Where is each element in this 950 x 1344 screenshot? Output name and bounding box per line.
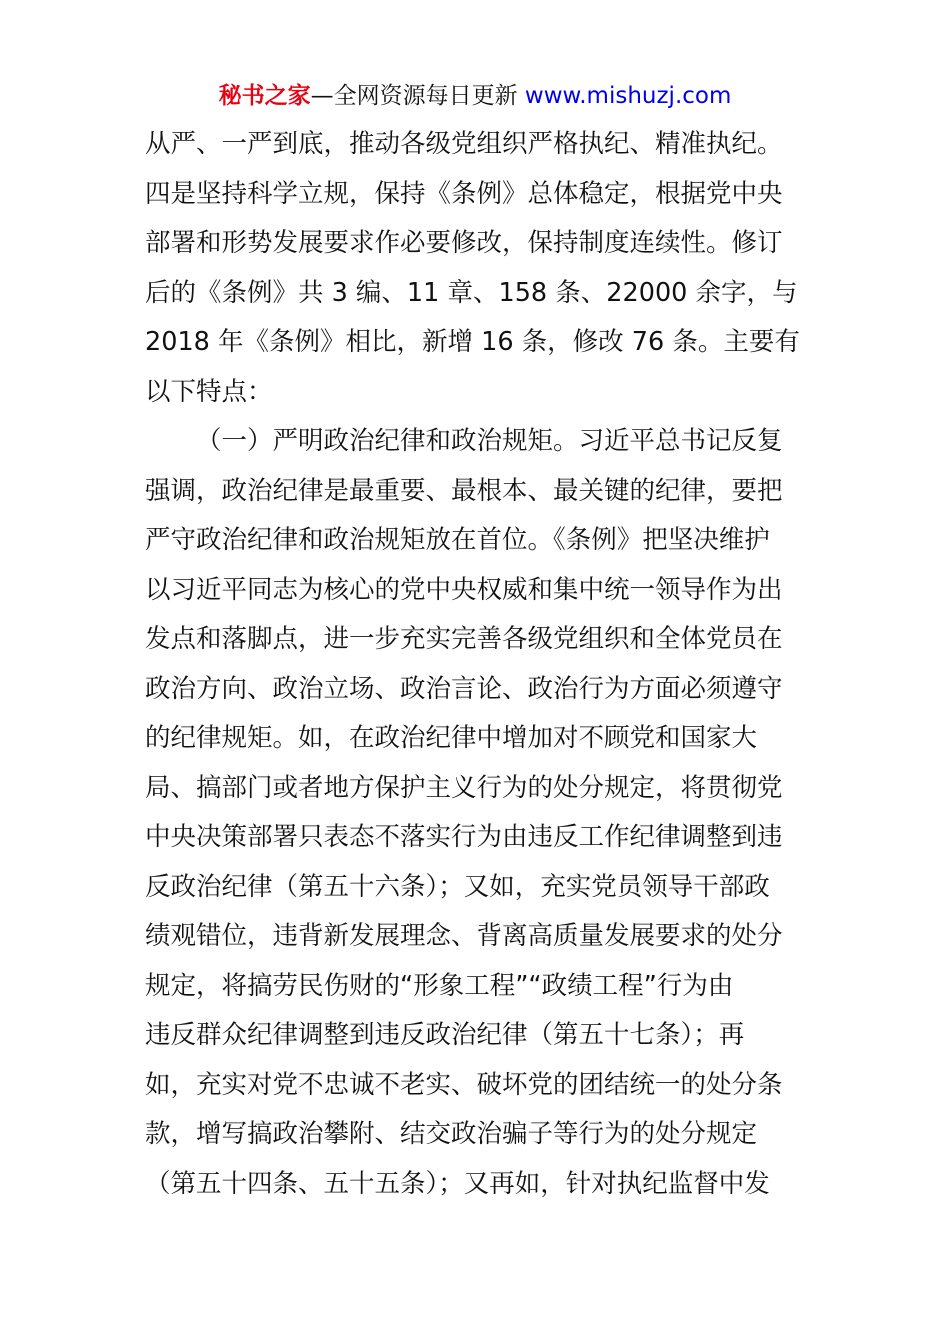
text-line: 的纪律规矩。如，在政治纪律中增加对不顾党和国家大	[145, 723, 758, 753]
text-line: 严守政治纪律和政治规矩放在首位。《条例》把坚决维护	[145, 525, 770, 555]
text-line: 局、搞部门或者地方保护主义行为的处分规定，将贯彻党	[145, 772, 783, 803]
text-line: 以下特点：	[145, 376, 273, 407]
text-line: 以习近平同志为核心的党中央权威和集中统一领导作为出	[145, 574, 783, 605]
site-brand: 秘书之家	[218, 83, 311, 109]
document-body	[145, 120, 810, 1209]
page-header	[0, 80, 950, 112]
text-line: 款，增写搞政治攀附、结交政治骗子等行为的处分规定	[145, 1119, 758, 1149]
site-url-link[interactable]: www.mishuzj.com	[517, 83, 732, 109]
text-line: 2018 年《条例》相比，新增 16 条，修改 76 条。主要有	[145, 327, 800, 357]
text-line: 四是坚持科学立规，保持《条例》总体稳定，根据党中央	[145, 178, 783, 209]
text-line: 规定，将搞劳民伤财的“形象工程”“政绩工程”行为由	[145, 970, 734, 1001]
text-line: 如，充实对党不忠诚不老实、破坏党的团结统一的处分条	[145, 1069, 783, 1100]
text-line: 发点和落脚点，进一步充实完善各级党组织和全体党员在	[145, 624, 783, 654]
text-line: 中央决策部署只表态不落实行为由违反工作纪律调整到违	[145, 822, 783, 852]
text-line: 部署和形势发展要求作必要修改，保持制度连续性。修订	[145, 228, 783, 258]
text-line: 绩观错位，违背新发展理念、背离高质量发展要求的处分	[145, 921, 783, 951]
site-tagline: —全网资源每日更新	[310, 83, 518, 109]
text-line: 后的《条例》共 3 编、11 章、158 条、22000 余字，与	[145, 277, 798, 308]
section-heading-line: （一）严明政治纪律和政治规矩。习近平总书记反复	[196, 426, 783, 456]
text-line: （第五十四条、五十五条）；又再如，针对执纪监督中发	[145, 1168, 770, 1199]
text-line: 政治方向、政治立场、政治言论、政治行为方面必须遵守	[145, 673, 783, 704]
text-line: 强调，政治纪律是最重要、最根本、最关键的纪律，要把	[145, 475, 783, 506]
text-line: 违反群众纪律调整到违反政治纪律（第五十七条）；再	[145, 1020, 745, 1050]
text-line: 从严、一严到底，推动各级党组织严格执纪、精准执纪。	[145, 129, 783, 159]
text-line: 反政治纪律（第五十六条）；又如，充实党员领导干部政	[145, 871, 770, 902]
